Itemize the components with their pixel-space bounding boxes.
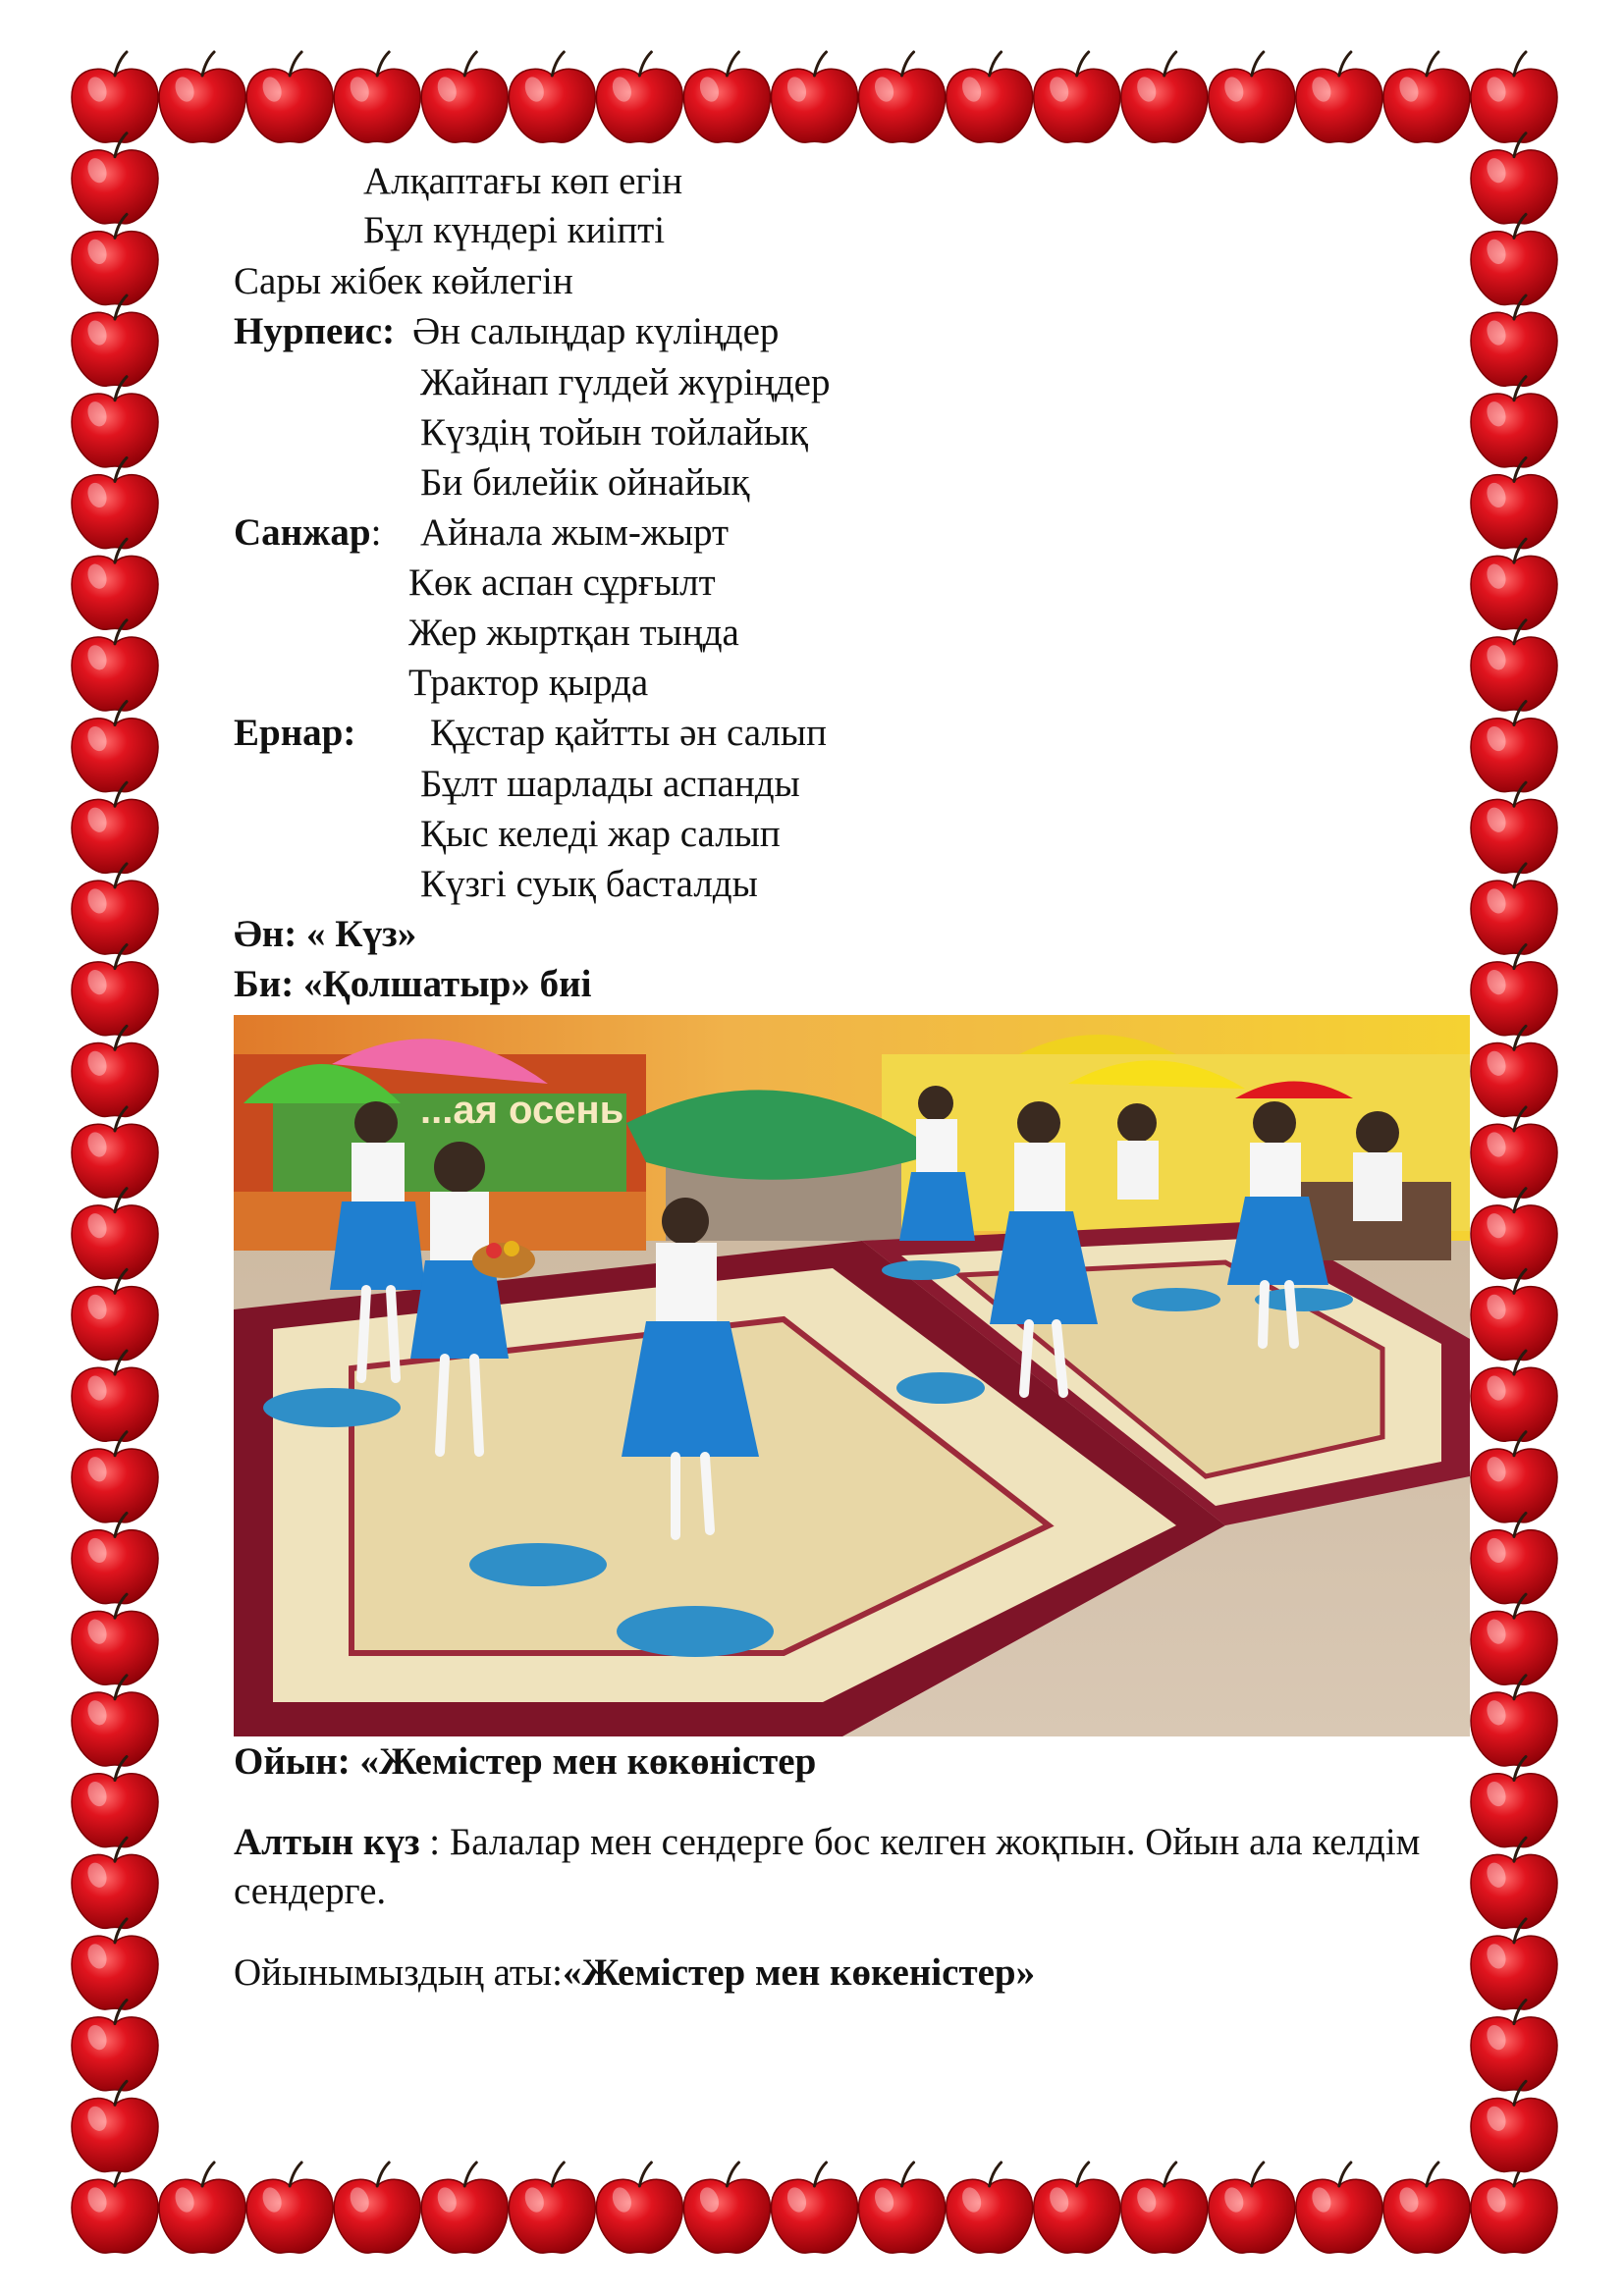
- apple-icon: [1034, 2163, 1120, 2253]
- poem-line: Қыс келеді жар салып: [420, 813, 781, 855]
- apple-icon: [1471, 2001, 1557, 2091]
- apple-icon: [1471, 1513, 1557, 1603]
- apple-icon: [1471, 1351, 1557, 1441]
- apple-icon: [72, 2001, 158, 2091]
- poem-line: Трактор қырда: [408, 662, 649, 704]
- poem-line: Айнала жым-жырт: [420, 511, 730, 554]
- poem-line: Би билейік ойнайық: [420, 461, 750, 504]
- apple-icon: [683, 52, 770, 142]
- apple-icon: [72, 1513, 158, 1603]
- poem-line: Құстар қайтты ән салып: [430, 712, 827, 754]
- apple-icon: [72, 1269, 158, 1360]
- apple-icon: [72, 1107, 158, 1198]
- apple-icon: [72, 2081, 158, 2171]
- poem-line: Сары жібек көйлегін: [234, 260, 573, 302]
- poem-line: Жер жыртқан тыңда: [408, 612, 739, 654]
- apple-icon: [421, 52, 508, 142]
- apple-icon: [72, 945, 158, 1036]
- apple-icon: [509, 52, 595, 142]
- apple-icon: [1471, 864, 1557, 954]
- apple-icon: [509, 2163, 595, 2253]
- apple-icon: [1471, 457, 1557, 548]
- apple-icon: [1121, 2163, 1208, 2253]
- speaker-colon: :: [370, 511, 382, 554]
- apple-icon: [772, 52, 858, 142]
- game-title: Ойын: «Жемістер мен көкөністер: [234, 1740, 817, 1783]
- apple-icon: [1296, 2163, 1382, 2253]
- separator: :: [419, 1821, 450, 1863]
- apple-icon: [246, 52, 333, 142]
- speech-text: Балалар мен сендерге бос келген жоқпын. Ойын ала келдім сендерге.: [234, 1821, 1421, 1912]
- apple-icon: [947, 52, 1033, 142]
- apple-icon: [596, 52, 682, 142]
- apple-icon: [1471, 945, 1557, 1036]
- poem-line: Бұлт шарлады аспанды: [420, 763, 800, 805]
- apple-icon: [1471, 1026, 1557, 1116]
- poem-line: Бұл күндері киіпті: [363, 209, 666, 251]
- poem-line: Алқаптағы көп егін: [363, 160, 683, 202]
- apple-icon: [1471, 133, 1557, 224]
- apple-icon: [1471, 539, 1557, 629]
- apple-icon: [1471, 377, 1557, 467]
- poem-line: Күздің тойын тойлайық: [420, 411, 808, 454]
- apple-icon: [683, 2163, 770, 2253]
- apple-icon: [1121, 52, 1208, 142]
- apple-icon: [72, 377, 158, 467]
- apple-icon: [246, 2163, 333, 2253]
- apple-icon: [1471, 1189, 1557, 1279]
- dance-title: Би: «Қолшатыр» биі: [234, 963, 592, 1005]
- apple-icon: [859, 52, 946, 142]
- speaker-line: [234, 508, 381, 558]
- apple-icon: [72, 1432, 158, 1522]
- speaker-name: Алтын күз: [234, 1821, 420, 1863]
- apple-icon: [1296, 52, 1382, 142]
- poem-line: Күзгі суық басталды: [420, 863, 758, 905]
- apple-icon: [72, 702, 158, 792]
- poem-line: Көк аспан сұрғылт: [408, 561, 716, 604]
- apple-icon: [772, 2163, 858, 2253]
- apple-icon: [72, 133, 158, 224]
- apple-icon: [596, 2163, 682, 2253]
- game-name-value: «Жемістер мен көкеністер»: [562, 1951, 1036, 1994]
- apple-icon: [334, 2163, 420, 2253]
- apple-icon: [72, 52, 158, 142]
- banner-text: ...ая осень: [420, 1089, 624, 1132]
- apple-icon: [1471, 702, 1557, 792]
- apple-icon: [334, 52, 420, 142]
- apple-icon: [72, 782, 158, 873]
- apple-icon: [1471, 2163, 1557, 2253]
- apple-icon: [159, 2163, 245, 2253]
- apple-icon: [1383, 52, 1470, 142]
- apple-icon: [72, 1189, 158, 1279]
- game-name-label: Ойынымыздың аты:: [234, 1951, 563, 1994]
- apple-icon: [1471, 1676, 1557, 1766]
- apple-icon: [421, 2163, 508, 2253]
- apple-icon: [1471, 1838, 1557, 1928]
- apple-icon: [159, 52, 245, 142]
- apple-icon: [72, 2163, 158, 2253]
- dance-photo: [234, 1015, 1470, 1736]
- apple-icon: [72, 1026, 158, 1116]
- apple-icon: [72, 295, 158, 386]
- apple-icon: [72, 539, 158, 629]
- apple-icon: [1471, 620, 1557, 711]
- apple-icon: [1471, 52, 1557, 142]
- apple-icon: [1471, 1919, 1557, 2009]
- apple-icon: [1209, 52, 1295, 142]
- apple-icon: [1209, 2163, 1295, 2253]
- speaker-name: Ернар:: [234, 712, 356, 754]
- poem-line: Жайнап гүлдей жүріңдер: [420, 361, 831, 403]
- apple-icon: [1034, 52, 1120, 142]
- speaker-name: Санжар: [234, 511, 371, 554]
- apple-icon: [1471, 1594, 1557, 1684]
- apple-icon: [1471, 214, 1557, 304]
- apple-icon: [947, 2163, 1033, 2253]
- song-title: Ән: « Күз»: [234, 913, 417, 955]
- apple-icon: [72, 1676, 158, 1766]
- apple-icon: [72, 1838, 158, 1928]
- apple-icon: [1471, 2081, 1557, 2171]
- apple-icon: [72, 864, 158, 954]
- apple-icon: [72, 1919, 158, 2009]
- apple-icon: [859, 2163, 946, 2253]
- game-name-line: [234, 1949, 1035, 1998]
- apple-icon: [72, 1757, 158, 1847]
- apple-icon: [1471, 295, 1557, 386]
- altyn-kuz-paragraph: [234, 1818, 1432, 1916]
- apple-icon: [72, 1594, 158, 1684]
- apple-icon: [1471, 1432, 1557, 1522]
- poem-line: Ән салыңдар күліңдер: [412, 310, 780, 352]
- apple-icon: [72, 457, 158, 548]
- apple-icon: [1471, 1107, 1557, 1198]
- apple-icon: [1471, 1757, 1557, 1847]
- apple-icon: [72, 1351, 158, 1441]
- apple-icon: [1471, 782, 1557, 873]
- apple-icon: [72, 214, 158, 304]
- apple-icon: [1471, 1269, 1557, 1360]
- apple-icon: [72, 620, 158, 711]
- speaker-name: Нурпеис:: [234, 310, 396, 352]
- apple-icon: [1383, 2163, 1470, 2253]
